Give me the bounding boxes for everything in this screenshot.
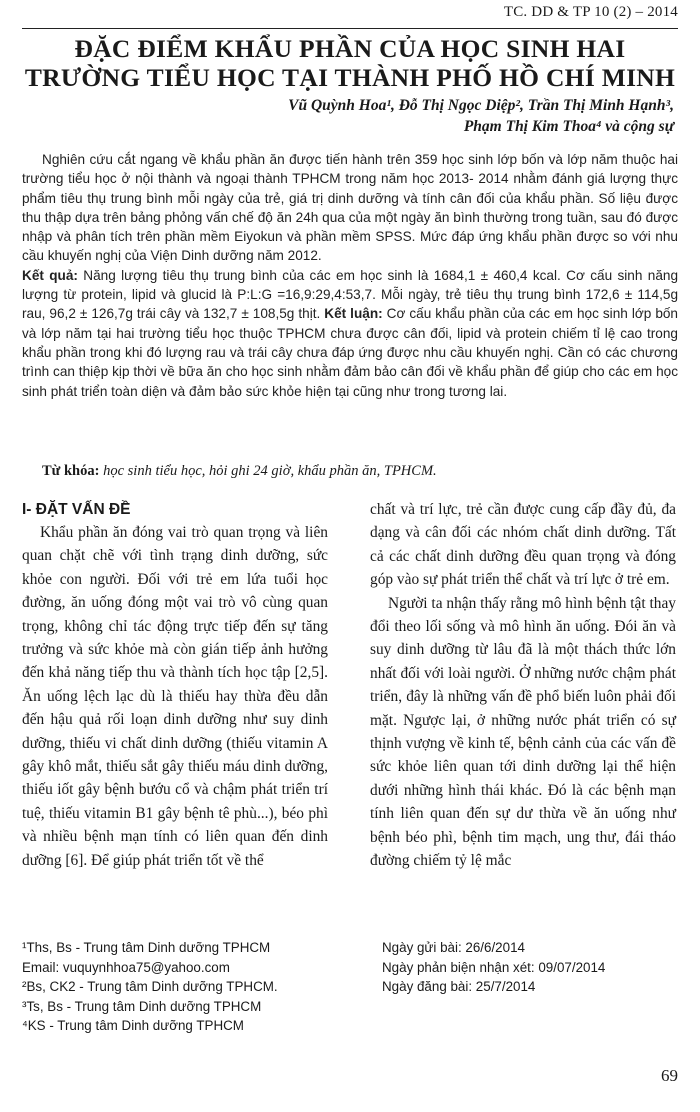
article-title: [22, 34, 678, 92]
abstract-part-3: Cơ cấu khẩu phần của các em học sinh lớp bốn và lớp năm tại hai trường tiểu học thuộc TPHCM chưa được cân đối, lipid và protein chiếm tỉ lệ cao trong khẩu phần trong khi đó lượng rau và trái cây chưa đáp ứng được nhu cầu khuyến nghị. Cần có các chương trình can thiệp kịp thời về bữa ăn cho học sinh nhằm đảm bảo cân đối về khẩu phần để giúp cho các em học sinh phát triển toàn diện và đảm bảo sức khỏe hiện tại cũng như trong tương lai.: [22, 306, 678, 399]
right-column: [370, 498, 676, 873]
footnote-1: ¹Ths, Bs - Trung tâm Dinh dưỡng TPHCM: [22, 940, 271, 955]
results-label: Kết quả:: [22, 267, 78, 283]
author-footnotes: [22, 938, 352, 1036]
date-published: Ngày đăng bài: 25/7/2014: [382, 979, 536, 994]
footnote-2: ²Bs, CK2 - Trung tâm Dinh dưỡng TPHCM.: [22, 979, 278, 994]
abstract-part-2: Năng lượng tiêu thụ trung bình của các em học sinh là 1684,1 ± 460,4 kcal. Cơ cấu sinh năng lượng từ protein, lipid và glucid là P:L:G =16,9:29,4:53,7. Mỗi ngày, trẻ tiêu thụ trung bình 172,6 ± 114,5g rau, 96,2 ± 126,7g trái cây và 132,7 ± 108,5g thịt.: [22, 267, 679, 322]
title-line-1: ĐẶC ĐIỂM KHẨU PHẦN CỦA HỌC SINH HAI: [74, 34, 626, 63]
conclusion-label: Kết luận:: [324, 306, 383, 322]
title-line-2: TRƯỜNG TIỂU HỌC TẠI THÀNH PHỐ HỒ CHÍ MINH: [24, 63, 676, 92]
abstract-paragraph: [22, 150, 678, 401]
abstract: [22, 150, 678, 401]
date-reviewed: Ngày phản biện nhận xét: 09/07/2014: [382, 959, 606, 975]
keywords-label: Từ khóa:: [42, 463, 100, 479]
keywords-text: học sinh tiểu học, hỏi ghi 24 giờ, khẩu phần ăn, TPHCM.: [99, 463, 437, 479]
left-column-paragraph: Khẩu phần ăn đóng vai trò quan trọng và liên quan chặt chẽ với tình trạng dinh dưỡng, sức khỏe con người. Đối với trẻ em lứa tuổi học đường, ăn uống đóng một vai trò vô cùng quan trọng, không chỉ tác động trực tiếp đến sự tăng trưởng và sức khỏe mà còn gián tiếp ảnh hưởng đến khả năng tiếp thu và thành tích học tập [2,5]. Ăn uống lệch lạc dù là thiếu hay thừa đều dẫn đến hậu quả rối loạn dinh dưỡng như suy dinh dưỡng, thiếu vi chất dinh dưỡng (thiếu vitamin A gây khô mắt, thiếu sắt gây thiếu máu dinh dưỡng, thiếu iốt gây bệnh bướu cổ và chậm phát triển trí tuệ, thiếu vitamin B1 gây bệnh tê phù...), béo phì và nhiều bệnh mạn tính có liên quan đến dinh dưỡng [6]. Để giúp phát triển tốt về thể: [22, 524, 328, 869]
keywords: [42, 462, 678, 481]
authors: [288, 95, 674, 137]
section-heading: I- ĐẶT VẤN ĐỀ: [22, 501, 131, 518]
header-rule: [22, 28, 678, 29]
right-column-paragraph-2: Người ta nhận thấy rằng mô hình bệnh tật thay đổi theo lối sống và mô hình ăn uống. Đói ăn và suy dinh dưỡng từ lâu đã là một thách thức lớn nhất đối với loài người. Ở những nước chậm phát triển, đây là những vấn đề phổ biến luôn phải đối mặt. Ngược lại, ở những nước phát triển có sự thịnh vượng về kinh tế, bệnh cảnh của các vấn đề sức khỏe liên quan tới dinh dưỡng lại thể hiện dưới những hình thái khác. Đó là các bệnh mạn tính liên quan đến sự dư thừa về ăn uống như bệnh béo phì, bệnh tim mạch, ung thư, đái tháo đường chiếm tỷ lệ mắc: [370, 594, 676, 870]
right-column-paragraph-1: chất và trí lực, trẻ cần được cung cấp đầy đủ, đa dạng và cân đối các nhóm chất dinh dưỡng. Tất cả các chất dinh dưỡng đều quan trọng và đóng góp vào sự phát triển thể chất và trí lực ở trẻ em.: [370, 501, 676, 589]
date-submitted: Ngày gửi bài: 26/6/2014: [382, 940, 525, 955]
journal-header: TC. DD & TP 10 (2) – 2014: [503, 4, 678, 20]
footnote-3: ³Ts, Bs - Trung tâm Dinh dưỡng TPHCM: [22, 998, 262, 1014]
authors-line-2: Phạm Thị Kim Thoa⁴ và cộng sự: [463, 118, 674, 135]
submission-dates: [382, 938, 682, 997]
footnote-4: ⁴KS - Trung tâm Dinh dưỡng TPHCM: [22, 1018, 244, 1033]
abstract-part-1: Nghiên cứu cắt ngang về khẩu phần ăn được tiến hành trên 359 học sinh lớp bốn và lớp năm thuộc hai trường tiểu học ở nội thành và ngoại thành TPHCM trong năm học 2013- 2014 nhằm đánh giá lượng thực phẩm tiêu thụ trung bình mỗi ngày của trẻ, giá trị dinh dưỡng và tính cân đối của khẩu phần. Số liệu được thu thập dựa trên bảng phỏng vấn chế độ ăn 24h qua của một ngày ăn bình thường trong tuần, sau đó được nhập và phân tích trên phần mềm Eiyokun và phần mềm SPSS. Mức đáp ứng khẩu phần được so với nhu cầu khuyến nghị của Viện Dinh dưỡng năm 2012.: [22, 152, 678, 264]
page-number: 69: [661, 1066, 678, 1085]
footnote-email: Email: vuquynhhoa75@yahoo.com: [22, 959, 230, 975]
left-column: [22, 498, 328, 872]
authors-line-1: Vũ Quỳnh Hoa¹, Đỗ Thị Ngọc Diệp², Trần Thị Minh Hạnh³,: [288, 97, 674, 114]
